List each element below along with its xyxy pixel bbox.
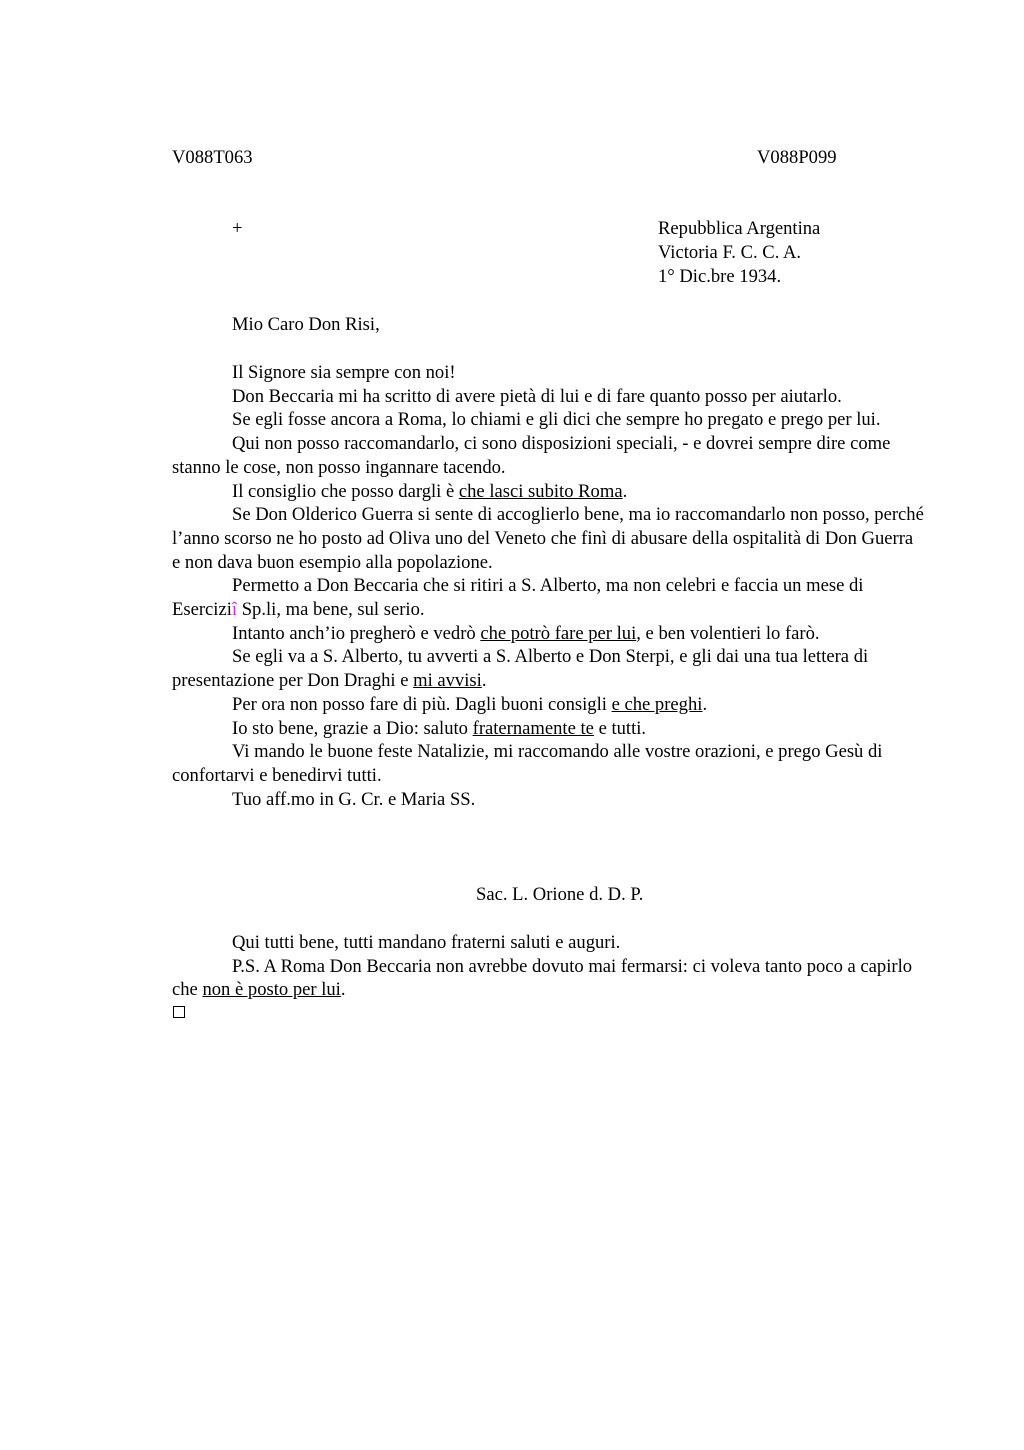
paragraph-text: Il consiglio che posso dargli è xyxy=(232,480,459,502)
document-code-left: V088T063 xyxy=(172,147,253,168)
checkbox-square-icon xyxy=(173,1006,185,1018)
paragraph-text: Il Signore sia sempre con noi! xyxy=(232,362,456,383)
closing-text: Tuo aff.mo in G. Cr. e Maria SS. xyxy=(232,788,476,810)
paragraph-text: Vi mando le buone feste Natalizie, mi raccomando alle vostre orazioni, e prego Gesù di confortarvi e benedirvi tutti. xyxy=(172,741,883,786)
paragraph xyxy=(172,574,924,621)
place-line-country: Repubblica Argentina xyxy=(658,218,821,239)
paragraph xyxy=(172,788,924,812)
paragraph xyxy=(172,503,924,574)
paragraph-text: Permetto a Don Beccaria che si ritiri a S. Alberto, ma non celebri e faccia un mese di Esercizi xyxy=(172,575,864,621)
paragraph-text: e tutti. xyxy=(593,717,647,739)
paragraph-text: P.S. A Roma Don Beccaria non avrebbe dovuto mai fermarsi: ci voleva tanto poco a capirlo che xyxy=(172,955,913,1001)
paragraph-text: Intanto anch’io pregherò e vedrò xyxy=(232,622,481,644)
underlined-text: che potrò fare per lui xyxy=(480,622,637,644)
paragraph-text: Se Don Olderico Guerra si sente di accoglierlo bene, ma io raccomandarlo non posso, perché l’anno scorso ne ho posto ad Oliva uno del Veneto che finì di abusare della ospitalità di Don Guerra e non dava buon esempio alla popolazione. xyxy=(172,504,924,573)
paragraph xyxy=(172,740,924,787)
paragraph-text: Don Beccaria mi ha scritto di avere pietà di lui e di fare quanto posso per aiutarlo. xyxy=(232,385,842,407)
paragraph-text: Se egli va a S. Alberto, tu avverti a S. Alberto e Don Sterpi, e gli dai una tua lettera di presentazione per Don Draghi e xyxy=(172,646,869,692)
underlined-text: e che preghi xyxy=(611,693,703,715)
paragraph xyxy=(172,622,924,646)
paragraph xyxy=(172,480,924,504)
underlined-text: non è posto per lui xyxy=(202,979,341,1001)
paragraph xyxy=(172,361,924,385)
paragraph-text: Per ora non posso fare di più. Dagli buoni consigli xyxy=(232,693,612,715)
paragraph xyxy=(172,645,924,692)
cross-symbol: + xyxy=(232,218,243,239)
underlined-text: mi avvisi xyxy=(413,670,482,692)
underlined-text: che lasci subito Roma xyxy=(458,480,623,502)
paragraph-text: Qui tutti bene, tutti mandano fraterni saluti e auguri. xyxy=(232,932,621,953)
signature: Sac. L. Orione d. D. P. xyxy=(476,884,644,905)
paragraph xyxy=(172,408,924,432)
paragraph xyxy=(172,693,924,717)
paragraph-text: . xyxy=(481,670,487,692)
paragraph xyxy=(172,955,924,1002)
document-code-right: V088P099 xyxy=(757,147,837,168)
highlighted-character: î xyxy=(231,599,238,621)
paragraph xyxy=(172,385,924,409)
place-line-date: 1° Dic.bre 1934. xyxy=(658,266,782,287)
place-and-date xyxy=(658,217,820,289)
underlined-text: fraternamente te xyxy=(472,717,594,739)
letter-body xyxy=(172,361,924,811)
salutation: Mio Caro Don Risi, xyxy=(232,314,380,335)
paragraph-text: . xyxy=(340,979,346,1001)
paragraph-text: Io sto bene, grazie a Dio: saluto xyxy=(232,717,473,739)
paragraph-text: , e ben volentieri lo farò. xyxy=(636,622,820,644)
paragraph-text: Qui non posso raccomandarlo, ci sono disposizioni speciali, - e dovrei sempre dire come stanno le cose, non posso ingannare tacendo. xyxy=(172,433,891,478)
paragraph-text: . xyxy=(622,480,628,502)
paragraph-text: . xyxy=(702,693,708,715)
paragraph xyxy=(172,432,924,479)
paragraph xyxy=(172,931,924,955)
place-line-town: Victoria F. C. C. A. xyxy=(658,242,802,263)
paragraph xyxy=(172,717,924,741)
paragraph-text: Sp.li, ma bene, sul serio. xyxy=(237,599,425,621)
postscript xyxy=(172,931,924,1002)
paragraph-text: Se egli fosse ancora a Roma, lo chiami e gli dici che sempre ho pregato e prego per lui. xyxy=(232,409,881,431)
